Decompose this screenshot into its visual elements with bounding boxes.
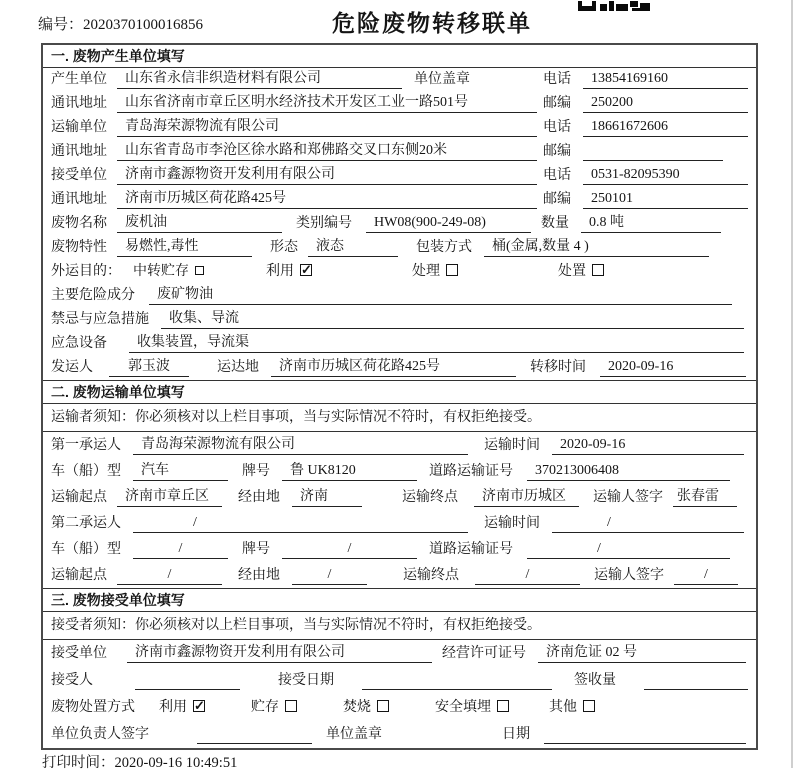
waste-character-row bbox=[43, 236, 756, 260]
section1-header: 一. 废物产生单位填写 bbox=[43, 45, 756, 68]
category-code-value: HW08(900-249-08) bbox=[366, 213, 531, 233]
transfer-purpose-row bbox=[43, 260, 756, 284]
producer-zip-value: 250200 bbox=[583, 93, 748, 113]
route-via-value: / bbox=[292, 565, 367, 585]
option-label: 安全填埋 bbox=[435, 700, 491, 715]
serial-label: 编号： bbox=[38, 17, 84, 33]
plate-label: 牌号 bbox=[242, 542, 270, 557]
road-permit-label: 道路运输证号 bbox=[429, 542, 513, 557]
form-state-label: 形态 bbox=[270, 240, 298, 255]
quantity-label: 数量 bbox=[541, 216, 569, 231]
taboo-measures-label: 禁忌与应急措施 bbox=[51, 312, 149, 327]
plate-label: 牌号 bbox=[242, 464, 270, 479]
purpose-option bbox=[133, 262, 204, 281]
disposal-option bbox=[159, 698, 205, 717]
unit-seal-label: 单位盖章 bbox=[326, 727, 382, 742]
emergency-equipment-label: 应急设备 bbox=[51, 336, 107, 351]
first-carrier-row bbox=[43, 432, 756, 458]
option-label: 处理 bbox=[412, 264, 440, 279]
hazard-component-value: 废矿物油 bbox=[149, 285, 732, 305]
receiver-unit-value: 济南市鑫源物资开发利用有限公司 bbox=[117, 165, 537, 185]
vehicle-type-value: / bbox=[133, 539, 228, 559]
transporter-notice: 运输者须知：你必须核对以上栏目事项，当与实际情况不符时，有权拒绝接受。 bbox=[43, 404, 756, 432]
disposal-option bbox=[343, 698, 389, 717]
receiver-unit-row bbox=[43, 164, 756, 188]
unit-seal-label: 单位盖章 bbox=[414, 72, 470, 87]
print-time-label: 打印时间： bbox=[42, 755, 115, 771]
quantity-value: 0.8 吨 bbox=[581, 213, 721, 233]
accept-date-value bbox=[362, 671, 552, 690]
producer-unit-value: 山东省永信非织造材料有限公司 bbox=[117, 69, 402, 89]
packing-label: 包装方式 bbox=[416, 240, 472, 255]
phone-label: 电话 bbox=[543, 168, 571, 183]
transporter-phone-value: 18661672606 bbox=[583, 117, 748, 137]
first-carrier-value: 青岛海荣源物流有限公司 bbox=[133, 435, 468, 455]
section2-header: 二. 废物运输单位填写 bbox=[43, 381, 756, 404]
carrier-sign-label: 运输人签字 bbox=[593, 490, 663, 505]
checkbox-icon bbox=[300, 264, 312, 276]
route-start-value: / bbox=[117, 565, 222, 585]
plate-value: 鲁 UK8120 bbox=[282, 461, 417, 481]
transport-time-value: / bbox=[552, 513, 744, 533]
vehicle-type-label: 车（船）型 bbox=[51, 542, 121, 557]
waste-character-label: 废物特性 bbox=[51, 240, 107, 255]
purpose-option bbox=[266, 262, 312, 281]
transport-time-value: 2020-09-16 bbox=[552, 435, 744, 455]
checkbox-icon bbox=[583, 700, 595, 712]
receiver-zip-value: 250101 bbox=[583, 189, 748, 209]
waste-name-label: 废物名称 bbox=[51, 216, 107, 231]
transport-time-label: 运输时间 bbox=[484, 438, 540, 453]
transporter-phone-group bbox=[543, 117, 748, 137]
waste-name-value: 废机油 bbox=[117, 213, 282, 233]
zip-label: 邮编 bbox=[543, 192, 571, 207]
accept-person-value bbox=[135, 671, 240, 690]
taboo-measures-value: 收集、导流 bbox=[161, 309, 744, 329]
option-label: 焚烧 bbox=[343, 700, 371, 715]
option-label: 利用 bbox=[159, 700, 187, 715]
permit-number-value: 济南危证 02 号 bbox=[538, 643, 746, 663]
route-start-label: 运输起点 bbox=[51, 490, 107, 505]
serial-value: 2020370100016856 bbox=[83, 17, 204, 33]
transfer-purpose-label: 外运目的： bbox=[51, 264, 121, 279]
producer-phone-value: 13854169160 bbox=[583, 69, 748, 89]
checkbox-icon bbox=[285, 700, 297, 712]
receiver-phone-value: 0531-82095390 bbox=[583, 165, 748, 185]
phone-label: 电话 bbox=[543, 120, 571, 135]
route-via-value: 济南 bbox=[292, 487, 362, 507]
route-via-label: 经由地 bbox=[238, 568, 280, 583]
packing-value: 桶(金属,数量 4 ) bbox=[484, 237, 709, 257]
vehicle-row-1 bbox=[43, 458, 756, 484]
carrier-sign-value: / bbox=[674, 565, 738, 585]
route-end-value: / bbox=[475, 565, 580, 585]
seal-date-label: 日期 bbox=[502, 727, 530, 742]
accept-person-label: 接受人 bbox=[51, 673, 93, 688]
print-time-line bbox=[42, 751, 237, 772]
seal-date-value bbox=[544, 725, 746, 744]
accept-person-row bbox=[43, 667, 756, 694]
producer-address-value: 山东省济南市章丘区明水经济技术开发区工业一路501号 bbox=[117, 93, 537, 113]
accept-date-label: 接受日期 bbox=[278, 673, 334, 688]
producer-zip-group bbox=[543, 93, 748, 113]
first-carrier-label: 第一承运人 bbox=[51, 438, 121, 453]
checkbox-icon bbox=[497, 700, 509, 712]
option-label: 利用 bbox=[266, 264, 294, 279]
dispatcher-row bbox=[43, 356, 756, 380]
purpose-option bbox=[412, 262, 458, 281]
second-carrier-value: / bbox=[133, 513, 468, 533]
route-row-2 bbox=[43, 562, 756, 588]
taboo-measures-row bbox=[43, 308, 756, 332]
destination-value: 济南市历城区荷花路425号 bbox=[271, 357, 516, 377]
disposal-option bbox=[549, 698, 595, 717]
destination-label: 运达地 bbox=[217, 360, 259, 375]
producer-unit-row bbox=[43, 68, 756, 92]
checkbox-icon bbox=[377, 700, 389, 712]
accept-unit-label: 接受单位 bbox=[51, 646, 107, 661]
address-label: 通讯地址 bbox=[51, 192, 107, 207]
receiver-phone-group bbox=[543, 165, 748, 185]
section-transporter bbox=[43, 380, 756, 588]
page-title: 危险废物转移联单 bbox=[332, 10, 532, 36]
option-label: 其他 bbox=[549, 700, 577, 715]
responsible-sign-label: 单位负责人签字 bbox=[51, 727, 149, 742]
phone-label: 电话 bbox=[543, 72, 571, 87]
section3-header: 三. 废物接受单位填写 bbox=[43, 589, 756, 612]
checkbox-icon bbox=[592, 264, 604, 276]
disposal-option bbox=[251, 698, 297, 717]
form-state-value: 液态 bbox=[308, 237, 398, 257]
category-code-label: 类别编号 bbox=[296, 216, 352, 231]
transport-time-label: 运输时间 bbox=[484, 516, 540, 531]
zip-label: 邮编 bbox=[543, 144, 571, 159]
producer-unit-label: 产生单位 bbox=[51, 72, 107, 87]
vehicle-row-2 bbox=[43, 536, 756, 562]
section-receiver bbox=[43, 588, 756, 748]
carrier-sign-value: 张春雷 bbox=[673, 487, 737, 507]
transporter-unit-label: 运输单位 bbox=[51, 120, 107, 135]
carrier-sign-label: 运输人签字 bbox=[594, 568, 664, 583]
vehicle-type-label: 车（船）型 bbox=[51, 464, 121, 479]
road-permit-value: 370213006408 bbox=[527, 461, 730, 481]
producer-address-row bbox=[43, 92, 756, 116]
page-edge-line bbox=[791, 0, 793, 768]
option-label: 贮存 bbox=[251, 700, 279, 715]
transfer-form-table bbox=[41, 43, 758, 750]
route-via-label: 经由地 bbox=[238, 490, 280, 505]
transporter-zip-value bbox=[583, 142, 723, 161]
emergency-equipment-row bbox=[43, 332, 756, 356]
second-carrier-row bbox=[43, 510, 756, 536]
accept-unit-row bbox=[43, 640, 756, 667]
signed-amount-value bbox=[644, 671, 748, 690]
receiver-unit-label: 接受单位 bbox=[51, 168, 107, 183]
receiver-zip-group bbox=[543, 189, 748, 209]
producer-phone-group bbox=[543, 69, 748, 89]
checkbox-icon bbox=[195, 266, 204, 275]
transfer-time-value: 2020-09-16 bbox=[600, 357, 746, 377]
route-end-value: 济南市历城区 bbox=[474, 487, 579, 507]
purpose-option bbox=[558, 262, 604, 281]
road-permit-value: / bbox=[527, 539, 730, 559]
zip-label: 邮编 bbox=[543, 96, 571, 111]
option-label: 处置 bbox=[558, 264, 586, 279]
route-start-label: 运输起点 bbox=[51, 568, 107, 583]
signed-amount-label: 签收量 bbox=[574, 673, 616, 688]
plate-value: / bbox=[282, 539, 417, 559]
transporter-address-row bbox=[43, 140, 756, 164]
emergency-equipment-value: 收集装置，导流渠 bbox=[129, 333, 744, 353]
hazard-component-row bbox=[43, 284, 756, 308]
address-label: 通讯地址 bbox=[51, 144, 107, 159]
receiver-notice: 接受者须知：你必须核对以上栏目事项，当与实际情况不符时，有权拒绝接受。 bbox=[43, 612, 756, 640]
qr-code-fragment bbox=[578, 0, 650, 10]
transporter-unit-value: 青岛海荣源物流有限公司 bbox=[117, 117, 537, 137]
receiver-address-row bbox=[43, 188, 756, 212]
transporter-unit-row bbox=[43, 116, 756, 140]
permit-number-label: 经营许可证号 bbox=[442, 646, 526, 661]
disposal-option bbox=[435, 698, 509, 717]
transfer-time-label: 转移时间 bbox=[530, 360, 586, 375]
route-start-value: 济南市章丘区 bbox=[117, 487, 222, 507]
responsible-sign-row bbox=[43, 721, 756, 748]
accept-unit-value: 济南市鑫源物资开发利用有限公司 bbox=[127, 643, 432, 663]
transporter-address-value: 山东省青岛市李沧区徐水路和郑佛路交叉口东侧20米 bbox=[117, 141, 537, 161]
address-label: 通讯地址 bbox=[51, 96, 107, 111]
route-row-1 bbox=[43, 484, 756, 510]
option-label: 中转贮存 bbox=[133, 264, 189, 279]
receiver-address-value: 济南市历城区荷花路425号 bbox=[117, 189, 537, 209]
route-end-label: 运输终点 bbox=[403, 568, 459, 583]
waste-name-row bbox=[43, 212, 756, 236]
road-permit-label: 道路运输证号 bbox=[429, 464, 513, 479]
dispatcher-label: 发运人 bbox=[51, 360, 93, 375]
disposal-method-row bbox=[43, 694, 756, 721]
dispatcher-value: 郭玉波 bbox=[109, 357, 189, 377]
second-carrier-label: 第二承运人 bbox=[51, 516, 121, 531]
waste-character-value: 易燃性,毒性 bbox=[117, 237, 252, 257]
print-time-value: 2020-09-16 10:49:51 bbox=[114, 755, 238, 771]
vehicle-type-value: 汽车 bbox=[133, 461, 228, 481]
route-end-label: 运输终点 bbox=[402, 490, 458, 505]
hazard-component-label: 主要危险成分 bbox=[51, 288, 135, 303]
responsible-sign-value bbox=[197, 725, 312, 744]
section-producer bbox=[43, 45, 756, 380]
checkbox-icon bbox=[446, 264, 458, 276]
transporter-zip-group bbox=[543, 142, 748, 161]
disposal-method-label: 废物处置方式 bbox=[51, 700, 135, 715]
checkbox-icon bbox=[193, 700, 205, 712]
